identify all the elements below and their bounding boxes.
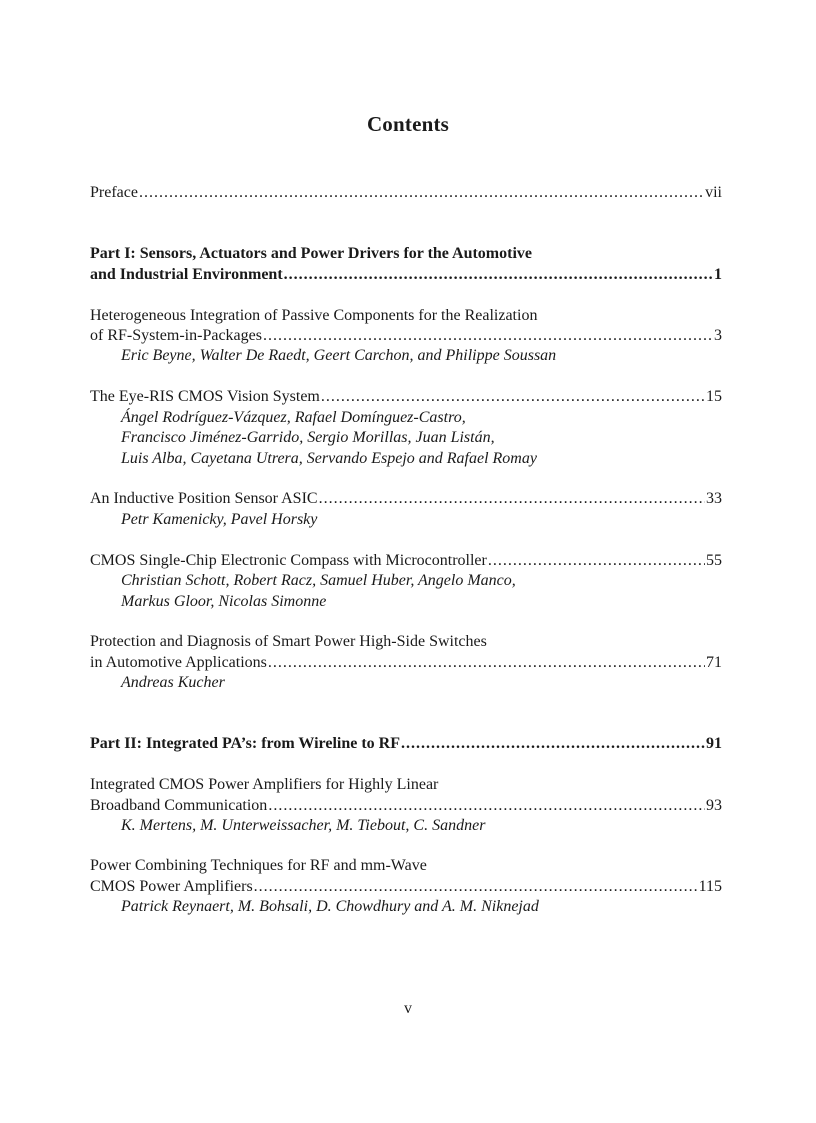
chapter-authors: Patrick Reynaert, M. Bohsali, D. Chowdhury and A. M. Niknejad — [121, 898, 539, 915]
page-title: Contents — [366, 112, 450, 136]
chapter-authors: Markus Gloor, Nicolas Simonne — [121, 593, 327, 610]
entry-title: The Eye-RIS CMOS Vision System — [90, 388, 320, 405]
dot-leader — [268, 796, 705, 816]
toc-entry-chapter[interactable] — [90, 796, 722, 816]
chapter-authors: Ángel Rodríguez-Vázquez, Rafael Domínguez-Castro, — [121, 409, 466, 426]
dot-leader — [319, 489, 705, 509]
entry-title: CMOS Power Amplifiers — [90, 878, 253, 895]
chapter-authors: Eric Beyne, Walter De Raedt, Geert Carchon, and Philippe Soussan — [121, 347, 557, 364]
entry-page: 91 — [706, 735, 722, 752]
entry-title: An Inductive Position Sensor ASIC — [90, 490, 318, 507]
entry-title: CMOS Single-Chip Electronic Compass with Microcontroller — [90, 552, 487, 569]
dot-leader — [488, 551, 705, 571]
chapter-title[interactable]: Protection and Diagnosis of Smart Power High-Side Switches — [90, 633, 487, 650]
page-number: v — [404, 1000, 412, 1017]
chapter-title[interactable]: Heterogeneous Integration of Passive Components for the Realization — [90, 307, 538, 324]
dot-leader — [321, 387, 705, 407]
dot-leader — [263, 326, 713, 346]
chapter-authors: Francisco Jiménez-Garrido, Sergio Morillas, Juan Listán, — [121, 429, 495, 446]
entry-title: Broadband Communication — [90, 797, 268, 814]
toc-entry-chapter[interactable] — [90, 877, 722, 897]
entry-page: 15 — [706, 388, 722, 405]
toc-entry-preface[interactable] — [90, 183, 722, 203]
chapter-authors: K. Mertens, M. Unterweissacher, M. Tiebout, C. Sandner — [121, 817, 486, 834]
entry-page: 33 — [706, 490, 722, 507]
entry-page: vii — [705, 184, 722, 201]
dot-leader — [268, 653, 705, 673]
entry-title: in Automotive Applications — [90, 654, 267, 671]
chapter-authors: Luis Alba, Cayetana Utrera, Servando Espejo and Rafael Romay — [121, 450, 537, 467]
entry-page: 71 — [706, 654, 722, 671]
dot-leader — [284, 265, 713, 285]
entry-title: of RF-System-in-Packages — [90, 327, 262, 344]
part-heading-title[interactable]: Part I: Sensors, Actuators and Power Drivers for the Automotive — [90, 245, 533, 262]
toc-entry-part-1[interactable] — [90, 265, 722, 285]
entry-page: 3 — [714, 327, 722, 344]
toc-entry-chapter[interactable] — [90, 387, 722, 407]
entry-page: 1 — [714, 266, 722, 283]
entry-title: Preface — [90, 184, 138, 201]
toc-entry-chapter[interactable] — [90, 489, 722, 509]
toc-entry-part-2[interactable] — [90, 734, 722, 754]
chapter-authors: Andreas Kucher — [121, 674, 225, 691]
chapter-authors: Christian Schott, Robert Racz, Samuel Huber, Angelo Manco, — [121, 572, 516, 589]
toc-entry-chapter[interactable] — [90, 326, 722, 346]
chapter-title[interactable]: Power Combining Techniques for RF and mm-Wave — [90, 857, 427, 874]
dot-leader — [139, 183, 704, 203]
chapter-authors: Petr Kamenicky, Pavel Horsky — [121, 511, 318, 528]
entry-page: 93 — [706, 797, 722, 814]
dot-leader — [401, 734, 705, 754]
entry-page: 55 — [706, 552, 722, 569]
entry-title: Part II: Integrated PA’s: from Wireline to RF — [90, 735, 401, 752]
toc-entry-chapter[interactable] — [90, 653, 722, 673]
chapter-title[interactable]: Integrated CMOS Power Amplifiers for Highly Linear — [90, 776, 439, 793]
toc-entry-chapter[interactable] — [90, 551, 722, 571]
dot-leader — [254, 877, 698, 897]
entry-page: 115 — [698, 878, 722, 895]
entry-title: and Industrial Environment — [90, 266, 283, 283]
